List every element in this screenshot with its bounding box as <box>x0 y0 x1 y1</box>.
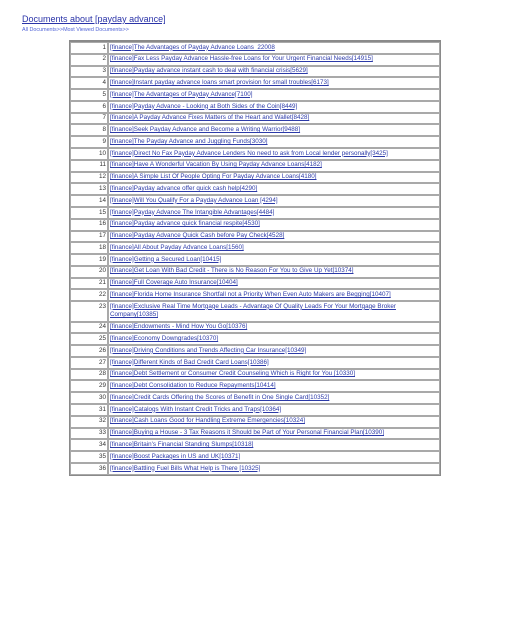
table-row <box>70 183 440 195</box>
document-link[interactable]: [finance]Buying a House - 3 Tax Reasons it Should be Part of Your Personal Financial Plan[10390] <box>110 429 384 437</box>
table-row <box>70 77 440 89</box>
row-number: 25 <box>70 333 108 345</box>
document-link[interactable]: [finance]Payday advance quick financial respite[4530] <box>110 220 260 228</box>
document-link[interactable]: [finance]Credit Cards Offering the Scores of Benefit in One Single Card[10352] <box>110 393 330 401</box>
row-number: 14 <box>70 195 108 207</box>
row-number: 32 <box>70 416 108 428</box>
document-link[interactable]: [finance]Will You Qualify For a Payday Advance Loan [4294] <box>110 196 278 204</box>
breadcrumb-separator: >> <box>122 27 129 33</box>
row-number: 22 <box>70 289 108 301</box>
table-row <box>70 66 440 78</box>
table-row <box>70 357 440 369</box>
table-row <box>70 439 440 451</box>
table-row <box>70 195 440 207</box>
document-link[interactable]: [finance]Have A Wonderful Vacation By Using Payday Advance Loans[4182] <box>110 161 322 169</box>
table-row <box>70 101 440 113</box>
row-number: 23 <box>70 301 108 321</box>
row-number: 21 <box>70 278 108 290</box>
row-number: 16 <box>70 219 108 231</box>
table-row <box>70 322 440 334</box>
document-cell <box>108 54 440 66</box>
breadcrumb-all-documents-link[interactable]: All Documents <box>22 27 57 33</box>
document-link[interactable]: [finance]Debt Settlement or Consumer Credit Counseling Which is Right for You [10330] <box>110 370 356 378</box>
row-number: 4 <box>70 77 108 89</box>
document-cell <box>108 380 440 392</box>
document-cell <box>108 89 440 101</box>
row-number: 15 <box>70 207 108 219</box>
row-number: 31 <box>70 404 108 416</box>
table-row <box>70 345 440 357</box>
document-cell <box>108 369 440 381</box>
breadcrumb <box>22 27 129 33</box>
breadcrumb-most-viewed-link[interactable]: Most Viewed Documents <box>63 27 123 33</box>
row-number: 36 <box>70 463 108 475</box>
table-row <box>70 266 440 278</box>
document-cell <box>108 148 440 160</box>
row-number: 12 <box>70 172 108 184</box>
document-cell <box>108 42 440 54</box>
table-row <box>70 231 440 243</box>
row-number: 8 <box>70 124 108 136</box>
document-link[interactable]: [finance]Battling Fuel Bills What Help is There [10325] <box>110 464 261 472</box>
document-link[interactable]: [finance]Different Kinds of Bad Credit Card Loans[10386] <box>110 358 269 366</box>
row-number: 13 <box>70 183 108 195</box>
row-number: 9 <box>70 136 108 148</box>
document-link[interactable]: [finance]Direct No Fax Payday Advance Lenders No need to ask from Local lender personally[3425] <box>110 149 388 157</box>
table-row <box>70 428 440 440</box>
document-link[interactable]: [finance]A Simple List Of People Opting For Payday Advance Loans[4180] <box>110 173 317 181</box>
document-cell <box>108 219 440 231</box>
document-link[interactable]: [finance]A Payday Advance Fixes Matters of the Heart and Wallet[8428] <box>110 114 310 122</box>
table-row <box>70 451 440 463</box>
document-link[interactable]: [finance]Seek Payday Advance and Become a Writing Warrior[9488] <box>110 126 301 134</box>
document-link[interactable]: [finance]Payday advance instant cash to deal with financial crisis[5629] <box>110 67 308 75</box>
document-cell <box>108 451 440 463</box>
row-number: 28 <box>70 369 108 381</box>
table-row <box>70 42 440 54</box>
table-row <box>70 89 440 101</box>
table-row <box>70 207 440 219</box>
row-number: 33 <box>70 428 108 440</box>
table-row <box>70 148 440 160</box>
document-link[interactable]: [finance]Debt Consolidation to Reduce Repayments[10414] <box>110 382 276 390</box>
row-number: 5 <box>70 89 108 101</box>
row-number: 10 <box>70 148 108 160</box>
document-cell <box>108 254 440 266</box>
document-link[interactable]: [finance]Britain's Financial Standing Slumps[10318] <box>110 440 254 448</box>
row-number: 18 <box>70 242 108 254</box>
row-number: 7 <box>70 113 108 125</box>
document-cell <box>108 322 440 334</box>
document-cell <box>108 428 440 440</box>
table-row <box>70 278 440 290</box>
table-row <box>70 404 440 416</box>
document-cell <box>108 66 440 78</box>
document-cell <box>108 266 440 278</box>
table-row <box>70 113 440 125</box>
document-cell <box>108 242 440 254</box>
row-number: 1 <box>70 42 108 54</box>
document-cell <box>108 183 440 195</box>
document-link[interactable]: [finance]Full Coverage Auto Insurance[10404] <box>110 279 238 287</box>
table-row <box>70 392 440 404</box>
table-row <box>70 54 440 66</box>
document-link[interactable]: [finance]Exclusive Real Time Mortgage Leads - Advantage Of Quality Leads For Your Mortgage Broker Company[10385] <box>110 302 396 319</box>
document-link[interactable]: [finance]Payday Advance - Looking at Both Sides of the Coin[8449] <box>110 102 298 110</box>
document-link[interactable]: [finance]Payday advance offer quick cash help[4290] <box>110 184 258 192</box>
document-cell <box>108 439 440 451</box>
table-row <box>70 333 440 345</box>
document-link[interactable]: [finance]Driving Conditions and Trends Affecting Car Insurance[10349] <box>110 346 307 354</box>
documents-table <box>69 40 441 476</box>
document-link[interactable]: [finance]Endowments - Mind How You Go[10376] <box>110 323 248 331</box>
document-link[interactable]: [finance]Economy Downgrades[10370] <box>110 334 219 342</box>
row-number: 35 <box>70 451 108 463</box>
document-cell <box>108 124 440 136</box>
documents-table-body <box>70 42 440 475</box>
document-cell <box>108 333 440 345</box>
document-cell <box>108 289 440 301</box>
table-row <box>70 219 440 231</box>
document-cell <box>108 357 440 369</box>
row-number: 11 <box>70 160 108 172</box>
row-number: 20 <box>70 266 108 278</box>
table-row <box>70 380 440 392</box>
document-cell <box>108 101 440 113</box>
document-link[interactable]: [finance]Get Loan With Bad Credit - There is No Reason For You to Give Up Yet[10374] <box>110 267 354 275</box>
document-cell <box>108 113 440 125</box>
document-link[interactable]: [finance]Getting a Secured Loan[10415] <box>110 255 222 263</box>
document-link[interactable]: [finance]The Advantages of Payday Advance Loans_22008 <box>110 43 275 51</box>
document-link[interactable]: [finance]Payday Advance The Intangible Advantages[4484] <box>110 208 275 216</box>
document-link[interactable]: [finance]Fax Less Payday Advance Hassle-free Loans for Your Urgent Financial Needs[14915] <box>110 55 373 63</box>
document-cell <box>108 345 440 357</box>
table-row <box>70 242 440 254</box>
row-number: 6 <box>70 101 108 113</box>
row-number: 17 <box>70 231 108 243</box>
table-row <box>70 124 440 136</box>
table-row <box>70 369 440 381</box>
table-row <box>70 463 440 475</box>
row-number: 3 <box>70 66 108 78</box>
document-cell <box>108 392 440 404</box>
document-link[interactable]: [finance]Payday Advance Quick Cash before Pay Check[4528] <box>110 232 285 240</box>
document-cell <box>108 207 440 219</box>
document-link[interactable]: [finance]Florida Home Insurance Shortfall not a Priority When Even Auto Makers are Begging[10407] <box>110 291 391 298</box>
document-cell <box>108 77 440 89</box>
table-row <box>70 172 440 184</box>
document-link[interactable]: [finance]All About Payday Advance Loans[1560] <box>110 243 244 251</box>
table-row <box>70 136 440 148</box>
document-link[interactable]: [finance]Instant payday advance loans smart provision for small troubles[6173] <box>110 78 329 86</box>
document-cell <box>108 195 440 207</box>
document-link[interactable]: [finance]Boost Packages in US and UK[10371] <box>110 452 241 460</box>
document-cell <box>108 231 440 243</box>
row-number: 34 <box>70 439 108 451</box>
page-title[interactable]: Documents about [payday advance] <box>22 14 166 24</box>
document-cell <box>108 278 440 290</box>
document-cell <box>108 160 440 172</box>
document-link[interactable]: [finance]Cash Loans Good for Handling Extreme Emergencies[10324] <box>110 417 305 425</box>
document-cell <box>108 416 440 428</box>
document-cell <box>108 404 440 416</box>
table-row <box>70 301 440 321</box>
document-link[interactable]: [finance]The Advantages of Payday Advance[7100] <box>110 90 253 98</box>
document-cell <box>108 172 440 184</box>
row-number: 2 <box>70 54 108 66</box>
row-number: 30 <box>70 392 108 404</box>
row-number: 19 <box>70 254 108 266</box>
table-row <box>70 416 440 428</box>
row-number: 29 <box>70 380 108 392</box>
breadcrumb-separator: >> <box>56 27 64 33</box>
document-link[interactable]: [finance]The Payday Advance and Juggling Funds[3030] <box>110 137 268 145</box>
row-number: 24 <box>70 322 108 334</box>
table-row <box>70 289 440 301</box>
document-cell <box>108 301 440 321</box>
table-row <box>70 254 440 266</box>
row-number: 27 <box>70 357 108 369</box>
row-number: 26 <box>70 345 108 357</box>
document-cell <box>108 136 440 148</box>
document-link[interactable]: [finance]Catalogs With Instant Credit Tricks and Traps[10364] <box>110 405 282 413</box>
document-cell <box>108 463 440 475</box>
table-row <box>70 160 440 172</box>
